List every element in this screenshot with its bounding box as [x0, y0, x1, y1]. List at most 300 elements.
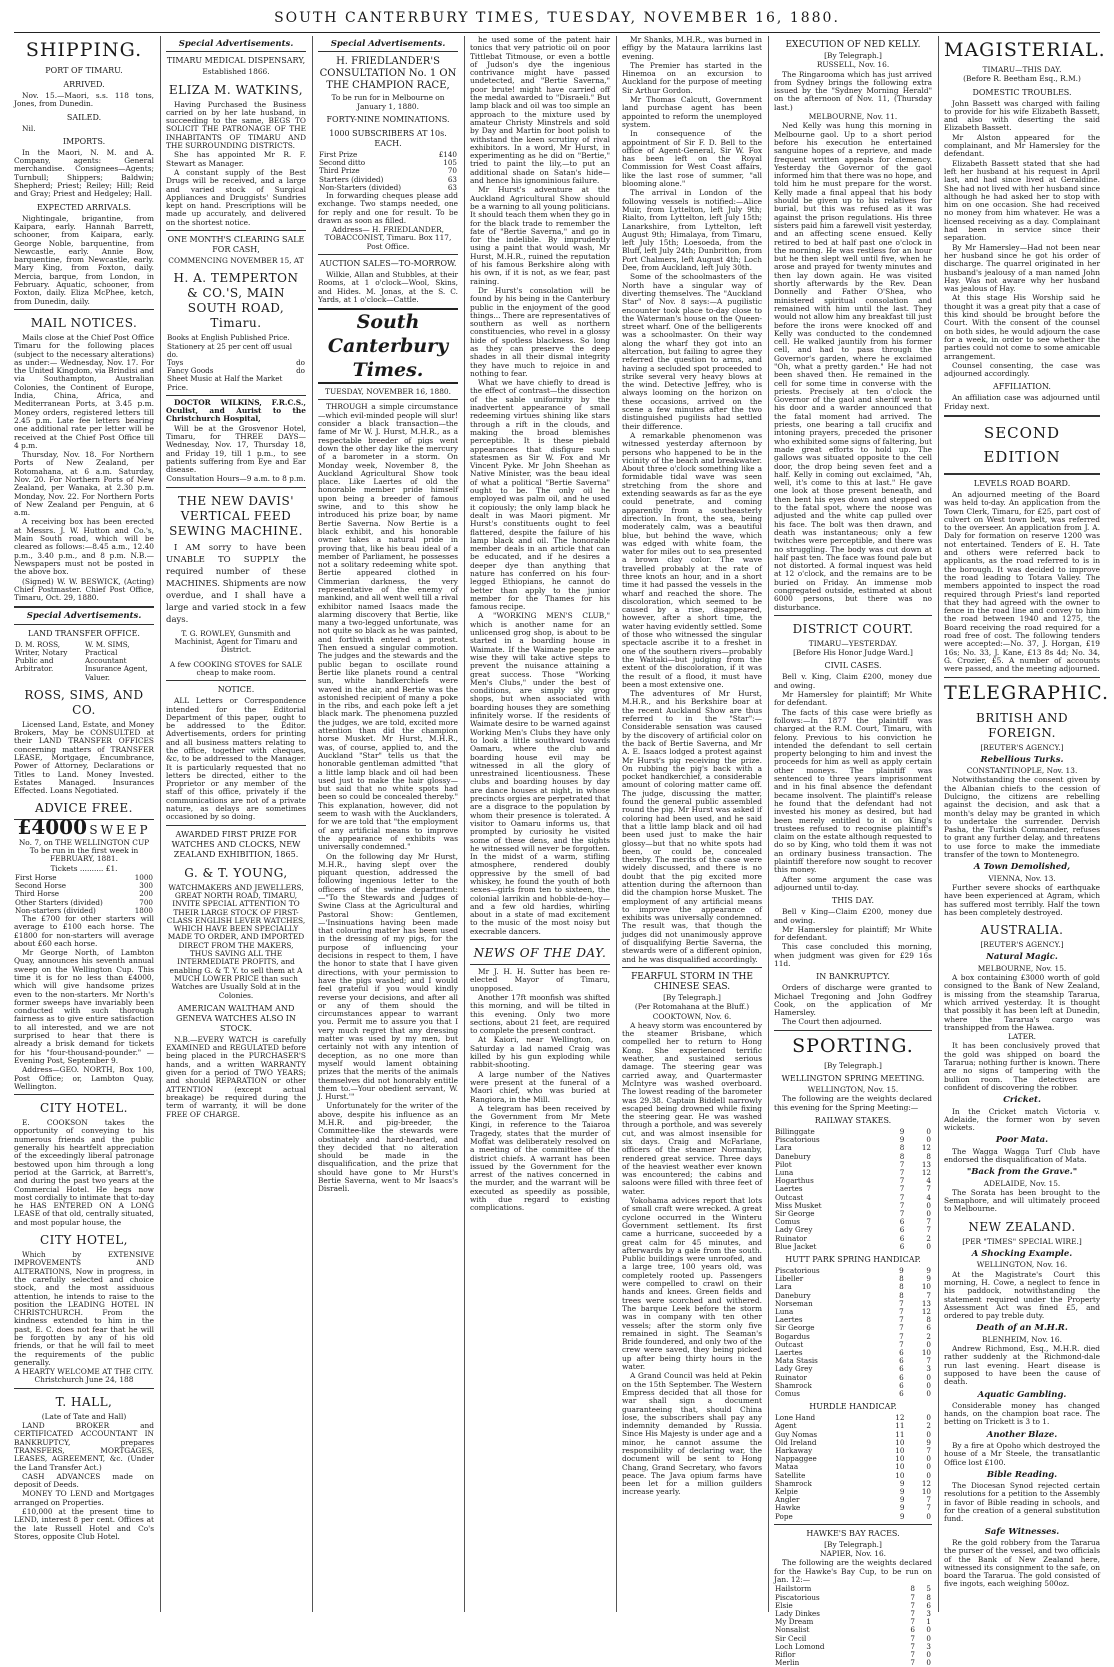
- column-divider: [464, 36, 465, 1612]
- affiliation-heading: AFFILIATION.: [993, 382, 1051, 392]
- weight-st: 6: [899, 1364, 904, 1374]
- ross-left: D. M. ROSS, Writer, Notary Public and Arbitrator.: [15, 639, 68, 674]
- table-row: [774, 1643, 932, 1651]
- divider: [470, 939, 610, 940]
- weight-st: 8: [899, 1282, 904, 1292]
- weight-lb: 0: [926, 1470, 931, 1480]
- notice-heading: NOTICE.: [217, 685, 255, 695]
- weight-lb: 12: [921, 1143, 931, 1153]
- weight-lb: 7: [926, 1290, 931, 1300]
- weight-st: 7: [899, 1315, 904, 1325]
- editorial-para-6: Dr Hurst's consolation will be found by his being in the Canterbury public in the enjoyment of the good things... There are representatives of southern as well as northern constituencies, who revel in a glossy hide of spotless blackness. So long as they can preserve the deep shades in all their dismal integrity they have much to rejoice in and nothing to fear.: [470, 285, 610, 378]
- arrived-heading: ARRIVED.: [63, 80, 105, 89]
- news-heading: NEWS OF THE DAY.: [473, 946, 607, 961]
- safe-heading: Safe Witnesses.: [984, 1526, 1060, 1537]
- melbourne-dateline: MELBOURNE, Nov. 11.: [808, 112, 898, 122]
- storm-text-3: A Grand Council was held at Pekin on the 15th September. The Western Empress decided that all those for war shall sign a document guaranteeing that, should China lose, the subscribers shall pay any indemnity demanded by Russia. Since His Majesty is under age and a minor, he cannot assume the responsibility of declaring war, the document will be sent to Hong Chang, Grand Secretary, who favors peace. The Java opium farms have been let for a million guilders increase yearly.: [622, 1371, 762, 1497]
- column-divider: [768, 36, 769, 1612]
- prize-value: 70: [447, 166, 457, 176]
- news-item: The adventures of Mr Hurst, M.H.R., and his Berkshire boar at the recent Auckland Show are thus referred to in the "Star":—Considerable sensation was caused by the discovery of artificial color on the back of Bertie Saverna, and Mr A. E. Isaacs lodged a protest against Mr Hurst's pig receiving the prize. On rubbing the pig's back with a pocket handkerchief, a considerable amount of coloring matter came off. The judge, discussing the matter, found the general public assembled round the pig. Mr Hurst was asked if coloring had been used, and he said that a little lamp black and oil had been used just to make the hair glossy—but that no white spots had been, or could be, concealed thereby. The merits of the case were widely discussed, and there is no doubt that the pig excited more attention during the afternoon than did the champion horse Musket. The employment of any artificial means to improve the appearance of exhibits was universally condemned. The result was, that though the judges did not unanimously approve of disqualifying Bertie Saverna, the stewards were of a different opinion, and he was disqualified accordingly.: [622, 689, 762, 964]
- sweep-text: No. 7, on THE WELLINGTON CUP To be run in the first week in FEBRUARY, 1881.: [18, 837, 150, 864]
- weight-lb: 10: [921, 1348, 931, 1358]
- horse-name: Old Ireland: [775, 1437, 817, 1447]
- vienna-text: Further severe shocks of earthquake have been experienced at Agram, which has suffered most terribly. Half the town has been completely destroyed.: [944, 882, 1100, 917]
- prize-name: Other Starters (divided): [15, 897, 103, 907]
- weight-st: 7: [910, 1600, 915, 1610]
- doctor-text: Will be at the Grosvenor Hotel, Timaru, for THREE DAYS—Wednesday, Nov. 17, Thursday 18, and Friday 19, till 1 p.m., to see patients suffering from Eye and Ear disease.: [166, 423, 306, 475]
- column-1: [14, 36, 154, 1612]
- weight-st: 7: [899, 1339, 904, 1349]
- horse-name: Comus: [775, 1389, 800, 1399]
- horse-name: Luna: [775, 1167, 794, 1177]
- news-item: At Kaiori, near Wellington, on Saturday a lad named Craig was killed by his gun exploding while rabbit-shooting.: [470, 1035, 610, 1070]
- davis-text: I AM sorry to have been UNABLE TO SUPPLY the required number of these MACHINES. Shipments are now overdue, and I shall have a large and varied stock in a few days.: [166, 542, 306, 625]
- weight-lb: 3: [926, 1641, 931, 1651]
- by-telegraph: [By Telegraph.]: [824, 1539, 882, 1549]
- weight-lb: 0: [926, 1429, 931, 1439]
- table-row: [774, 1513, 932, 1521]
- news-item: In consequence of the appointment of Sir F. D. Bell to the office of Agent-General, Sir W. Fox has been left on the Royal Commission for West Coast affairs, like the last rose of summer, "all blooming alone.": [622, 129, 762, 189]
- weight-st: 9: [899, 1135, 905, 1145]
- district-court-heading: DISTRICT COURT.: [792, 621, 914, 636]
- death-text: Andrew Richmond, Esq., M.H.R. died rather suddenly at the Richmond-dale run last evening. Heart disease is supposed to have been the cause of death.: [944, 1344, 1100, 1387]
- horse-name: Danebury: [775, 1151, 811, 1161]
- vienna-dateline: VIENNA, Nov. 13.: [988, 873, 1056, 883]
- prize-name: Non-Starters (divided): [319, 182, 402, 192]
- news-item: Mr J. H. H. Sutter has been re-elected Mayor of Timaru, unopposed.: [470, 967, 610, 993]
- horse-name: Outcast: [775, 1339, 804, 1349]
- divider: [166, 487, 306, 488]
- horse-name: Piscatorious: [775, 1266, 820, 1275]
- reuter-agency: [REUTER'S AGENCY.]: [980, 742, 1064, 752]
- news-item: A remarkable phenomenon was witnessed yesterday afternoon by persons who happened to be in the vicinity of the beach and breakwater. About three o'clock something like a formidable tidal wave was seen stretching from the shore and extending seawards as far as the eye could penetrate, and coming apparently from a southeasterly direction. In front, the sea, being moderately calm, was a beautiful blue, but behind the wave, which was edged with white foam, the water for miles out to sea presented a brown clay color. The wave travelled probably at the rate of three knots an hour, and in a short time it had passed the vessels in the wharf and reached the shore. The discoloration, which seemed to be caused by a rise, disappeared, however, after a short time, the water having evidently settled. Some of those who witnessed the singular spectacle ascribe it to a freshet in one of the southern rivers—probably the Waitaki—but judging from the extent of the discoloration, if it was the result of a flood, it must have been a most extensive one.: [622, 430, 762, 689]
- table-row: [774, 1414, 932, 1422]
- hutt-handicap-table: [774, 1267, 932, 1398]
- adel-dateline: ADELAIDE, Nov. 15.: [983, 1178, 1061, 1188]
- auction-text: Wilkie, Allan and Stubbles, at their Rooms, at 1 o'clock—Wool, Skins, and Hides. M. Jonas, at the S. C. Yards, at 1 o'clock—Cattle.: [318, 269, 458, 304]
- doctor-heading: DOCTOR WILKINS, F.R.C.S., Oculist, and Aurist to the Christchurch Hospital,: [166, 397, 306, 424]
- table-row: [774, 1504, 932, 1512]
- weight-st: 9: [899, 1511, 905, 1521]
- court-text: This case concluded this morning, when judgment was given for £29 16s 11d.: [774, 942, 932, 968]
- column-6: [774, 36, 932, 1667]
- horse-name: Laertes: [775, 1348, 803, 1358]
- special-ads-heading: Special Advertisements.: [26, 611, 142, 622]
- hawkes-bay-heading: HAWKE'S BAY RACES.: [806, 1528, 900, 1538]
- column-3: [318, 36, 458, 1612]
- table-row: [774, 1153, 932, 1161]
- prize-value: 63: [447, 182, 457, 192]
- established: Established 1866.: [202, 67, 270, 77]
- imports-heading: IMPORTS.: [62, 136, 106, 146]
- consult-hours: Consultation Hours—9 a.m. to 8 p.m.: [166, 474, 306, 484]
- horse-name: Shamrock: [775, 1380, 812, 1390]
- masthead-rule: [14, 32, 1100, 33]
- court-text: The Court then adjourned.: [782, 1017, 882, 1027]
- turk-text: Notwithstanding the consent given by the Albanian chiefs to the cession of Dulcigno, the citizens are rebelling against the decision, and ask that a month's delay may be granted in which to undertake the surrender. Dervish Pasha, the Turkish Commander, refuses to grant any further delay, and threatens to use force to make the immediate transfer of the town to Montenegro.: [944, 775, 1100, 860]
- divider: [166, 395, 306, 396]
- magisterial-before: (Before R. Beetham Esq., R.M.): [963, 74, 1081, 84]
- special-wire: [PER "TIMES" SPECIAL WIRE.]: [962, 1236, 1082, 1246]
- shock-text: At the Magistrate's Court this morning, H. Cowe, a neglect to fence in his paddock, notwithstanding the statement required under the Property Assessment Act was fined £5, and ordered to pay treble duty.: [944, 1269, 1100, 1321]
- tickets: Tickets .......... £1.: [50, 863, 118, 873]
- levels-text: An adjourned meeting of the Board was held to-day. An application from the Town Clerk, Timaru, for £25, part cost of culvert on West town belt, was referred to the overseer. An application from J. A. Daly for formation on reserve 1200 was not entertained. Tenders of E. H. Tate and others were referred back to applicants, as the road referred to is in the borough. It was decided to improve the road leading to Totara Valley. The members appointed to inspect the road required through Priest's land reported that they had agreed with the owner to fence in the road line and convey to him the road between 1940 and 1275, the Board receiving the road required for a road free of cost. The following tenders were accepted:—No. 37, J. Horgan, £19 16s; No. 33, J. Kane, £13 8s 4d; No. 34, G. Crozier, £5. A number of accounts were passed, and the meeting adjourned.: [944, 489, 1100, 674]
- magisterial-dateline: TIMARU—THIS DAY.: [982, 65, 1062, 74]
- weight-lb: 0: [926, 1454, 931, 1464]
- horse-name: Billinggate: [775, 1126, 815, 1136]
- weight-st: 8: [899, 1151, 905, 1161]
- weight-st: 7: [899, 1176, 905, 1186]
- horse-name: Laertes: [775, 1315, 803, 1325]
- divider: [166, 825, 306, 826]
- column-divider: [616, 36, 617, 1612]
- weight-lb: 0: [926, 1200, 931, 1210]
- poor-text: The Wagga Wagga Turf Club have endorsed the disqualification of Mata.: [944, 1146, 1100, 1164]
- weight-lb: 9: [926, 1437, 931, 1447]
- weight-lb: 0: [926, 1208, 931, 1218]
- weights-intro: The following are the weights declared this evening for the Spring Meeting:—: [774, 1094, 932, 1112]
- weight-st: 10: [895, 1462, 905, 1472]
- hutt-heading: HUTT PARK SPRING HANDICAP.: [785, 1255, 921, 1264]
- storm-text-2: Yokohama advices report that lots of small craft were wrecked. A great cyclone occurred in the Winteru Government settlement. Its first came a hurricane, succeeded by a great calm for 45 minutes, and afterwards by a gale from the south. Public buildings were unroofed, and a large tree, 100 years old, was completely rooted up. Passengers were compelled to crawl on their hands and knees. Green fields and trees were scorched and withered. The barque Leek before the storm was in company with ten other vessels; after the storm only five remained in sight. The Seaman's Bride foundered, and only two of the crew were saved, they being picked up after being thirty hours in the water.: [622, 1196, 762, 1372]
- prize-value: 1000: [134, 872, 153, 882]
- weight-st: 7: [899, 1192, 905, 1202]
- hawkes-intro: The following are the weights declared for the Hawke's Bay Cup, to be run on Jan. 12:—: [774, 1558, 932, 1585]
- ross-right: W. M. SIMS, Practical Accountant Insurance Agent, Valuer.: [85, 639, 148, 682]
- divider: [944, 473, 1100, 475]
- divider: [774, 615, 932, 616]
- russell-dateline: RUSSELL, Nov. 16.: [816, 60, 890, 70]
- melb-dateline: MELBOURNE, Nov. 15.: [977, 963, 1067, 973]
- divider: [14, 1094, 154, 1095]
- court-before: [Before His Honor Judge Ward.]: [793, 648, 913, 658]
- horse-name: My Dream: [775, 1617, 814, 1627]
- money-text-2: £10,000 at the present time to LEND, interest 8 per cent. Offices at the late Russell Hotel and Co's Stores, opposite Club Hotel.: [14, 1507, 154, 1541]
- wellington-dateline: WELLINGTON, Nov. 15.: [807, 1085, 899, 1095]
- notice-text: ALL Letters or Correspondence intended for the Editorial Department of this paper, ought to be addressed to the Editor. Advertisements, orders for printing and all business matters relating to the office, together with cheques, &c, to be addressed to the Manager. It is particularly requested that no letters be directed, either to the Proprietor or any member of the staff of this office, privately if the communications are not of a private nature, as delays are sometimes occasioned by so doing.: [166, 696, 306, 822]
- aquatic-heading: Aquatic Gambling.: [977, 1389, 1067, 1400]
- weight-st: 6: [899, 1217, 905, 1227]
- weight-lb: 0: [926, 1372, 931, 1382]
- second-edition-heading: SECOND EDITION: [983, 423, 1061, 466]
- divider: [166, 230, 306, 231]
- advice-heading: ADVICE FREE.: [35, 801, 133, 816]
- editorial-para-7: What we have chiefly to dread is the effect of contrast—the dissection of the sable uniformity by the inadvertent appearance of small redeeming virtues shining like stars through a rift in the clouds, and making the broad blemishes perceptible. It is these piebald appearances that disfigure such statesmen as Sir W. Fox and Mr Vincent Pyke. Mr John Sheehan as Native Minister, was the beau ideal of what a political "Bertie Saverna" ought to be. The only oil he employed was palm oil, and he used it copiously; the only lamp black he dealt in was Maori pigment. Mr Hurst's constituents ought to feel flattered, despite the failure of his lamp black and oil. The honorable member deals in an article that can be educated, and if he desires a deeper dye than anything that nature has conferred on his four-legged Ethiopians, he cannot do better than apply to the junior member for the Thames for his famous recipe.: [470, 378, 610, 612]
- horse-name: Nonsalist: [775, 1625, 810, 1635]
- blaze-heading: Another Blaze.: [986, 1429, 1058, 1440]
- weight-lb: 0: [926, 1658, 931, 1667]
- back-text: The Sorata has been brought to the Semaphore, and will ultimately proceed to Melbourne.: [944, 1187, 1100, 1214]
- mail-heading: MAIL NOTICES.: [30, 315, 138, 330]
- land-heading: LAND TRANSFER OFFICE.: [28, 628, 140, 638]
- sporting-heading: SPORTING.: [792, 1034, 914, 1057]
- horse-name: Sir Cecil: [775, 1633, 807, 1643]
- table-row: [774, 1275, 932, 1283]
- magisterial-heading: MAGISTERIAL.: [944, 39, 1106, 61]
- weight-lb: 0: [926, 1462, 931, 1472]
- weight-lb: 3: [926, 1608, 931, 1618]
- weight-lb: 0: [926, 1625, 931, 1635]
- weight-lb: 4: [926, 1176, 931, 1186]
- column-5: [622, 36, 762, 1612]
- magic-text: A box containing £3000 worth of gold consigned to the Bank of New Zealand, is missing from the steamship Tararua, which arrived yesterday. It is thought that possibly it has been left at Dunedin, where the Tararua's cargo was transhipped from the Hawea.: [944, 973, 1100, 1032]
- horse-name: Mata Stasis: [775, 1356, 818, 1366]
- weight-st: 6: [899, 1372, 904, 1382]
- divider: [622, 967, 762, 968]
- bible-heading: Bible Reading.: [986, 1469, 1058, 1480]
- horse-name: Pope: [775, 1511, 793, 1521]
- weight-lb: 8: [926, 1315, 931, 1325]
- weight-st: 7: [910, 1608, 915, 1618]
- horse-name: Satellite: [775, 1470, 806, 1480]
- prize-value: 300: [139, 881, 153, 891]
- ross-header-table: [14, 641, 154, 682]
- horse-name: Danebury: [775, 1290, 811, 1300]
- weight-lb: 8: [926, 1151, 931, 1161]
- sweep-title: [14, 815, 154, 840]
- weight-lb: 10: [921, 1282, 931, 1292]
- news-item: Mr Thomas Calcutt, Government land purchase agent has been appointed to reform the unemployed system.: [622, 95, 762, 129]
- prize-value: 105: [443, 158, 457, 168]
- thousand-subs: 1000 SUBSCRIBERS AT 10s. EACH.: [329, 128, 447, 148]
- hall-sub: (Late of Tate and Hall): [41, 1411, 127, 1421]
- horse-name: Norseman: [775, 1298, 813, 1308]
- sale-heading: ONE MONTH'S CLEARING SALE FOR CASH,: [167, 235, 305, 255]
- court-text: After some argument the case was adjourned until to-day.: [774, 874, 932, 892]
- magisterial-text: Mr Alston appeared for the complainant, and Mr Hamersley for the defendant.: [944, 132, 1100, 159]
- horse-name: Comus: [775, 1217, 800, 1227]
- divider: [944, 415, 1100, 417]
- horse-name: Piscatorious: [775, 1135, 820, 1145]
- wellington-dateline: WELLINGTON, Nov. 16.: [976, 1260, 1068, 1270]
- table-row: [774, 1161, 932, 1169]
- horse-name: Lara: [775, 1282, 792, 1292]
- young-heading: G. & T. YOUNG,: [184, 865, 288, 880]
- storm-heading: FEARFUL STORM IN THE CHINESE SEAS.: [631, 971, 753, 992]
- blaze-text: By a fire at Opoho which destroyed the house of a Mr Steele, the transatlantic Office lost £100.: [944, 1441, 1100, 1467]
- column-divider: [938, 36, 939, 1612]
- davis-heading: THE NEW DAVIS' VERTICAL FEED SEWING MACHINE.: [169, 493, 303, 538]
- australia-heading: AUSTRALIA.: [980, 923, 1064, 938]
- horse-name: Shamrock: [775, 1478, 812, 1488]
- young-nb: N.B.—EVERY WATCH is carefully EXAMINED and REGULATED before being placed in the PURCHASER'S hands, and a written WARRANTY given for a period of TWO YEARS; and should REPARATION or other ATTENTION (except actual breakage) be required during the term of warranty, it will be done FREE OF CHARGE.: [166, 1034, 306, 1119]
- american-heading: AMERICAN WALTHAM AND GENEVA WATCHES ALSO IN STOCK.: [176, 1003, 296, 1033]
- friedlander-prizes: [318, 151, 458, 192]
- imports-text: In the Maori, N. M. and A. Company, agents: General merchandise. Consignees—Agents; Turnbull; Shippers; Baldwin; Shepherd; Priest; Reiley; Hill; Reid and Gray; Priest and Hedgeley; Hall.: [14, 147, 154, 199]
- horse-name: Agent: [775, 1421, 797, 1431]
- weight-st: 9: [899, 1487, 905, 1497]
- cooktown-dateline: COOKTOWN, Nov. 6.: [652, 1011, 732, 1021]
- weight-lb: 4: [926, 1192, 931, 1202]
- divider: [14, 1388, 154, 1389]
- horse-name: Mataa: [775, 1462, 799, 1472]
- weight-lb: 7: [926, 1446, 931, 1456]
- horse-name: Ruinator: [775, 1233, 807, 1243]
- weight-lb: 7: [926, 1184, 931, 1194]
- weight-lb: 0: [926, 1389, 931, 1399]
- editorial-para-5: Mr Hurst's adventure at the Auckland Agricultural Show should be a warning to all young politicians. It should teach them when they go in for the black trade to remember the fate of "Bertie Saverna," and go in for the indelible. By imprudently using a paint that would wash, Mr Hurst, M.H.R., ruined the reputation of his famous Berkshire along with his own, if it is not, as we fear, past raining.: [470, 185, 610, 286]
- weight-st: 7: [899, 1167, 905, 1177]
- hall-heading: T. HALL,: [55, 1394, 113, 1409]
- bible-text: The Diocesan Synod rejected certain resolutions for a petition to the Assembly in favor of Bible reading in schools, and for the creation of a general substitution fund.: [944, 1481, 1100, 1524]
- divider: [166, 680, 306, 681]
- weight-lb: 0: [926, 1511, 931, 1521]
- item-label: Fancy Goods: [167, 366, 214, 376]
- weight-st: 9: [899, 1478, 905, 1488]
- stoves: A few COOKING STOVES for SALE cheap to make room.: [169, 659, 303, 677]
- masthead: SOUTH CANTERBURY TIMES, TUESDAY, NOVEMBER 16, 1880.: [274, 10, 840, 26]
- list-item: [166, 343, 306, 359]
- eliza-heading: ELIZA M. WATKINS,: [168, 82, 304, 97]
- weight-st: 7: [899, 1298, 904, 1308]
- item-value: do: [296, 366, 305, 376]
- auction-heading: AUCTION SALES—TO-MORROW.: [319, 258, 457, 268]
- table-row: [774, 1594, 932, 1602]
- prize-name: Second Horse: [15, 881, 67, 891]
- weight-st: 8: [910, 1584, 915, 1594]
- horse-name: Lara: [775, 1143, 792, 1153]
- weight-lb: 12: [921, 1478, 931, 1488]
- young-text: WATCHMAKERS AND JEWELLERS, GREAT NORTH ROAD, TIMARU, INVITE SPECIAL ATTENTION TO THEIR LARGE STOCK OF FIRST-CLASS ENGLISH LEVER WATCHES, WHICH HAVE BEEN SPECIALLY MADE TO ORDER, AND IMPORTED DIRECT FROM THE MAKERS, THUS SAVING ALL THE INTERMEDIATE PROFITS, and enabling G. & T. Y. to sell them at A MUCH LOWER PRICE than such Watches are Usually Sold at in the Colonies.: [166, 882, 306, 1000]
- issue-date: TUESDAY, NOVEMBER 16, 1880.: [325, 387, 451, 397]
- sailed-heading: SAILED.: [66, 112, 102, 122]
- friedlander-heading: H. FRIEDLANDER'S CONSULTATION No. 1 ON THE CHAMPION RACE,: [319, 56, 457, 92]
- later-heading: LATER.: [1007, 1032, 1037, 1042]
- weight-lb: 2: [926, 1331, 931, 1341]
- weight-lb: 0: [926, 1633, 931, 1643]
- weight-lb: 12: [921, 1307, 931, 1317]
- item-label: Toys: [167, 357, 184, 367]
- prize-name: Third Prize: [319, 166, 360, 176]
- weight-st: 6: [899, 1356, 904, 1366]
- weight-st: 11: [895, 1429, 905, 1439]
- weight-st: 6: [899, 1233, 905, 1243]
- court-text: Mr Hamersley for plaintiff; Mr White for defendant.: [774, 924, 932, 943]
- weight-st: 10: [895, 1446, 905, 1456]
- mail-text-3: A receiving box has been erected at Messrs. J. W. Hutton and Co.'s, Main South road, which will be cleared as follows:—8.45 a.m., 12.40 p.m., 3.40 p.m., and 8 p.m. N.B.—Newspapers must not be posted in the above box.: [14, 517, 154, 577]
- telegraphic-heading: TELEGRAPHIC.: [944, 681, 1109, 704]
- table-row: [774, 1390, 932, 1398]
- weight-st: 6: [910, 1625, 915, 1635]
- divider: [318, 399, 458, 400]
- weight-st: 7: [899, 1200, 905, 1210]
- divider: [14, 624, 154, 625]
- club-para: A "WORKING MEN'S CLUB," which is another name for an unlicensed grog shop, is about to be started in a boarding house in Waimate. If the Waimate people are wise they will take active steps to prevent the nuisance attaining a great success. Those "Working Men's Clubs," under the best of conditions, are simply sly grog shops, but when associated with boarding houses they are something infinitely worse. If the residents of Waimate desire to be warned against Working Men's Clubs they have only to look a little southward towards Oamaru, where the club and boarding house evil may be witnessed in all the glory of unrestrained licentiousness. These clubs and boarding houses by day are dance houses at night, in whose precincts orgies are perpetrated that are a disgrace to the population by whom their presence is tolerated. A visitor to Oamaru informs us, that prompted by curiosity he visited some of these dens, and the sights he witnessed will never be forgotten. In the midst of a warm, stifling atmosphere, rendered doubly oppressive by the smell of bad whiskey, he found the youth of both sexes—girls from ten to sixteen, the colonial larrikin and hobble-de-hoy—and a few old hardies, whirling about in a state of mad excitement to the music of the most noisy but execrable dancers.: [470, 611, 610, 936]
- weight-st: 9: [899, 1266, 904, 1275]
- storm-text: A heavy storm was encountered by the steamer Brisbane, which compelled her to return to Hong Kong. She experienced terrific weather, and sustained serious damage. The steering gear was carried away, and Quartermaster McIntyre was washed overboard. The lowest reading of the barometer was 29.38. Captain Biddell narrowly escaped being drowned while fixing the steering gear. He was washed through a porthole, and was severely cut, and was almost insensible for six days. Craig and McFarlane, officers of the steamer Normanby, rendered great service. Three days of the heaviest weather ever known was encountered; the cabins and saloons were filled with three feet of water.: [622, 1020, 762, 1196]
- horse-name: Pilot: [775, 1159, 792, 1169]
- blenheim-dateline: BLENHEIM, Nov. 16.: [982, 1334, 1062, 1344]
- divider: [14, 309, 154, 310]
- horse-name: Hogarthus: [775, 1176, 814, 1186]
- weight-lb: 0: [926, 1650, 931, 1659]
- prize-name: First Horse: [15, 872, 57, 882]
- reuter-agency: [REUTER'S AGENCY.]: [980, 940, 1064, 950]
- list-item: [166, 375, 306, 391]
- sweep-prizes-table: [14, 874, 154, 915]
- weight-lb: 9: [926, 1266, 931, 1275]
- nz-heading: NEW ZEALAND.: [968, 1219, 1076, 1234]
- weight-st: 11: [895, 1421, 905, 1431]
- weight-lb: 13: [921, 1159, 931, 1169]
- arrived-text: Nov. 15.—Maori, s.s. 118 tons, Jones, from Dunedin.: [14, 91, 154, 109]
- horse-name: Luna: [775, 1307, 794, 1317]
- shipping-heading: SHIPPING.: [25, 39, 143, 61]
- editorial-para-1: THROUGH a simple circumstance—which evil-minded people will slur! consider a black transaction—the fame of Mr W. J. Hurst, M.H.R., as a respectable breeder of pigs went down the other day like the mercury of a barometer in a storm. On Monday week, November 8, the Auckland Agricultural Show took place. Like Laertes of old the honorable member pride himself upon being a breeder of famous swine, and to this show he introduced his prize boar, by name Bertie Saverna. Now Bertie is a black exhibit, and his honorable owner takes a natural pride in proving that, like his beau ideal of a member of Parliament, he possesses not a solitary redeeming white spot. Bertie appeared clothed in Cimmerian darkness, the very representative of the enemy of mankind, and all went well till a rival exhibitor named Isaacs made the alarming discovery that Bertie, like many a two-legged unfortunate, was not quite so black as he was painted, and forthwith entered a protest. Then ensued a singular commotion. The judges and the stewards and the public began to oscillate round Bertie like planets round a central sun, white handkerchiefs were waved in the air, and Bertie was the astonished recipient of many a poke in the ribs, and each poke left a jet black mark. The phenomena puzzled the judges, we are told, excited more attention than did the champion horse Musket. Mr Hurst, M.H.R., was, of course, applied to, and the Auckland "Star" tells us that the honorable gentleman admitted "that a little lamp black and oil had been used just to make the hair glossy—but said that no white spots had been so could be concealed thereby." This explanation, however, did not seem to wash with the Aucklanders, for we are told that "the employment of any artificial means to improve the appearance of exhibits was universally condemned.": [318, 402, 458, 852]
- weight-st: 7: [910, 1641, 915, 1651]
- weight-lb: 0: [926, 1241, 931, 1251]
- weight-lb: 0: [926, 1135, 931, 1145]
- weight-st: 7: [910, 1592, 915, 1602]
- mail-text: Mails close at the Chief Post Office Timaru for the following places (subject to the necessary alterations) as under:— Wednesday, Nov. 17. For the United Kingdom, via Brindisi and via Southampton, Australian Colonies, the Continent of Europe, India, China, Africa, and Mediterranean Ports, at 3.45 p.m. Money orders, registered letters till 2.45 p.m. Late fee letters bearing one additional rate per letter will be received at the Chief Post Office till 4 p.m.: [14, 332, 154, 450]
- weight-lb: 7: [926, 1356, 931, 1366]
- horse-name: Lady Dinkes: [775, 1608, 820, 1618]
- eliza-text: Having Purchased the Business carried on by her late husband, in succeeding to the same, BEGS TO SOLICIT THE PATRONAGE OF THE INHABITANTS OF TIMARU AND THE SURROUNDING DISTRICTS.: [166, 99, 306, 151]
- weight-lb: 2: [926, 1233, 931, 1243]
- divider: [774, 1030, 932, 1031]
- magisterial-text: Elizabeth Bassett stated that she had left her husband at his request in April last, and had since lived at Geraldine. She had not lived with her husband since although he had asked her to stop with him on one occasion. She had received no money from him whatever. He was a licensed receiving as a day. Complainant had been in service since their separation.: [944, 158, 1100, 243]
- horse-name: Nappaggee: [775, 1454, 817, 1464]
- weight-lb: 12: [921, 1167, 931, 1177]
- prize-value: £140: [438, 149, 457, 159]
- divider: [470, 964, 610, 965]
- weight-st: 6: [899, 1225, 905, 1235]
- editorial-para-4: he used some of the patent hair tonics that very patriotic oil on poor Tittlebat Titmouse, or even a bottle of Judson's dye the ingenious contrivance might have passed undetected, and "Bertie Saverna," poor brute! might have carried off the medal awarded to "Disraeli." But lamp black and oil was too simple an approach to the mixture used by amateur Christy Minstrels and sold by Day and Martin for boot polish to withstand the keen scrutiny of rival exhibitors. In a word, Mr Hurst, in experimenting as he did on "Bertie," tried to paint the lily,—to put an additional shade on Satan's hide—and hence his ignominious failure.: [470, 35, 610, 186]
- expected-heading: EXPECTED ARRIVALS.: [36, 202, 132, 212]
- expected-text: Nightingale, brigantine, from Kaipara, early. Hannah Barrett, schooner, from Kaipara, early. George Noble, barquentine, from Newcastle, early. Annie Bow, barquentine, from Newcastle, early. Mary King, from Foxton, daily. Mercia, barque, from London, in February. Aquatic, schooner, from Foxton, daily. Eliza McPhee, ketch, from Dunedin, daily.: [14, 213, 154, 306]
- item-label: Stationery at 25 per cent off usual do.: [167, 341, 293, 359]
- magisterial-text: An affiliation case was adjourned until Friday next.: [944, 393, 1100, 411]
- prize-name: Non-starters (divided): [15, 905, 96, 915]
- divider: [14, 606, 154, 608]
- horse-name: Angler: [775, 1495, 800, 1505]
- weight-st: 12: [895, 1413, 905, 1423]
- column-2: [166, 36, 306, 1612]
- hurdle-heading: HURDLE HANDICAP.: [809, 1402, 897, 1412]
- horse-name: Merlin: [775, 1658, 800, 1667]
- prize-name: Third Horse: [15, 889, 60, 899]
- weight-lb: 0: [926, 1380, 931, 1390]
- horse-name: Kelpie: [775, 1487, 798, 1497]
- const-dateline: CONSTANTINOPLE, Nov. 13.: [966, 766, 1078, 776]
- sweep-word: SWEEP: [89, 823, 151, 838]
- item-label: Sheet Music at Half the Market Price.: [167, 374, 283, 392]
- later-text: It has been conclusively proved that the gold was shipped on board the Tararua; nothing further is known. There are no signs of tampering with the bullion room. The detectives are confident of discovering the robber.: [944, 1041, 1100, 1092]
- weight-st: 6: [899, 1241, 905, 1251]
- weight-st: 7: [899, 1184, 905, 1194]
- horse-name: Piscatorious: [775, 1592, 820, 1602]
- civil-cases-heading: CIVIL CASES.: [824, 661, 882, 671]
- horse-name: Lady Grey: [775, 1225, 813, 1235]
- railway-stakes-heading: RAILWAY STAKES.: [814, 1115, 892, 1125]
- news-item: Mr Shanks, M.H.R., was burned in effigy by the Mataura larrikins last evening.: [622, 35, 762, 61]
- mail-signed: (Signed) W. W. BESWICK, (Acting) Chief Postmaster. Chief Post Office, Timaru, Oct. 29, 1880.: [14, 576, 154, 603]
- temperton-items: [166, 334, 306, 391]
- friedlander-text: In forwarding cheques please add exchange. Two stamps needed, one for reply and one for result. To be drawn as soon as filled.: [318, 190, 458, 225]
- horse-name: Lady Grey: [775, 1364, 813, 1374]
- weight-lb: 7: [926, 1503, 931, 1513]
- kelly-heading: EXECUTION OF NED KELLY.: [785, 40, 921, 50]
- cricket-heading: Cricket.: [1003, 1095, 1041, 1106]
- court-text: The facts of this case were briefly as follows:—In 1877 the plaintiff was charged at the R.M. Court, Timaru, with felony. Previous to his conviction he intended the defendant to sell certain property belonging to him and invest the proceeds for him as well as apply certain other moneys. The plaintiff was sentenced to three years imprisonment and in his final absence the defendant became insolvent. The plaintiff's release he found that the defendant had not invested his money as desired, but had been merely entitled to it on King's trustees refused to recognise plaintiff's claim on the estate although requested to do so by King, who told them it was not an ordinary business transaction. The plaintiff therefore now sought to recover this money.: [774, 707, 932, 875]
- sailed-text: Nil.: [22, 123, 36, 133]
- weight-lb: 7: [926, 1225, 931, 1235]
- column-divider: [160, 36, 161, 1612]
- news-item: The Premier has started in the Hinemoa on an excursion to Auckland for the purpose of meeting Sir Arthur Gordon.: [622, 60, 762, 95]
- weight-st: 6: [899, 1389, 904, 1399]
- weight-st: 6: [899, 1380, 904, 1390]
- divider: [774, 1524, 932, 1525]
